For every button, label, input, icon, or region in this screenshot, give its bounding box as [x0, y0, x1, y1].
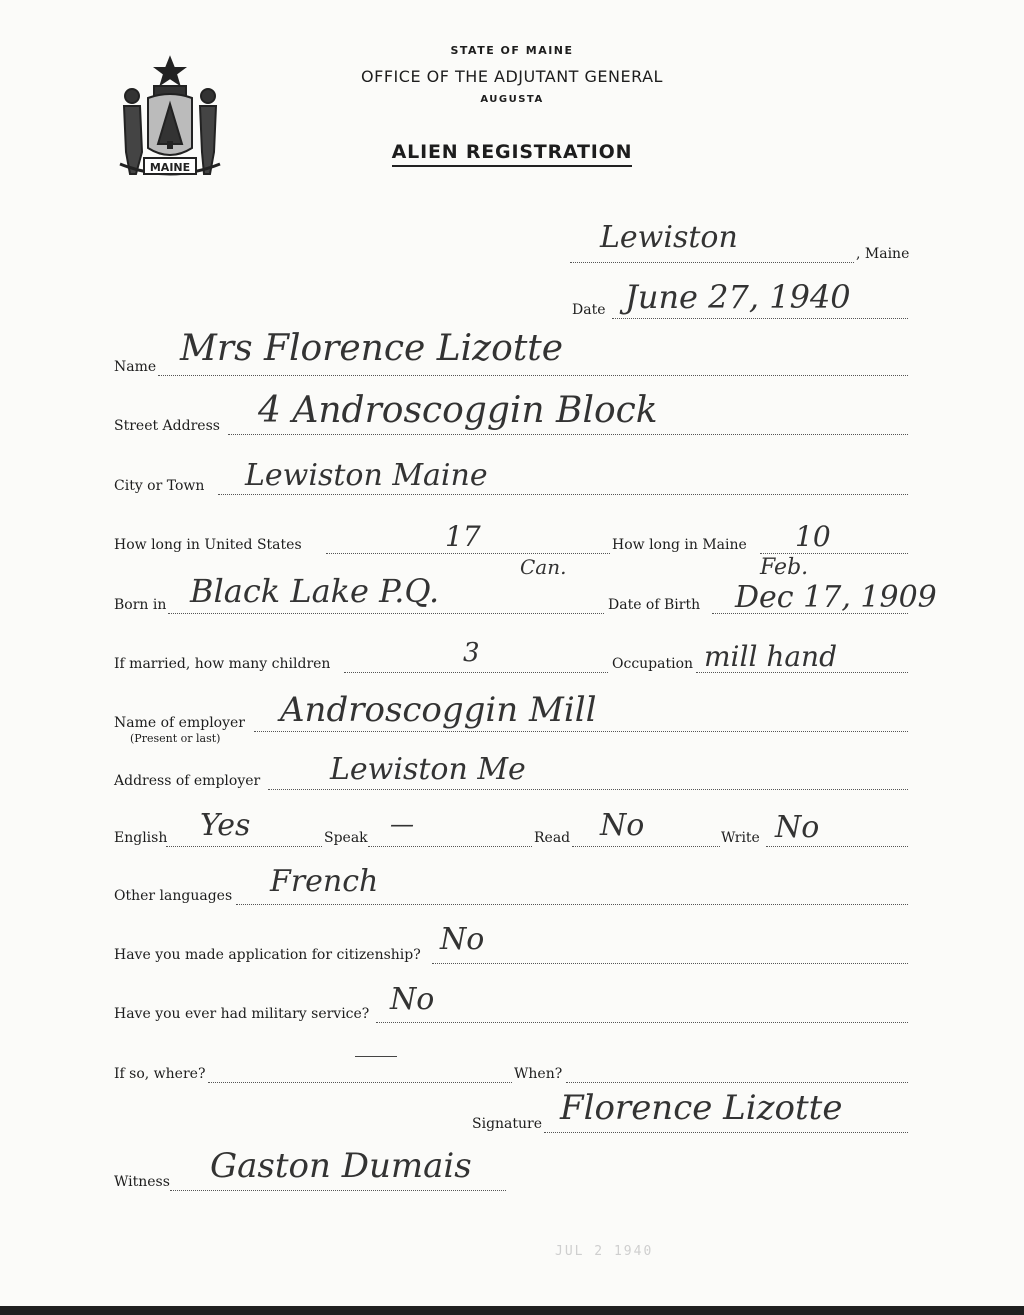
received-stamp: JUL 2 1940: [555, 1244, 654, 1259]
occupation-label: Occupation: [612, 656, 694, 672]
street-value: 4 Androscoggin Block: [258, 390, 658, 431]
speak-line: [368, 846, 532, 847]
employer-address-line: [268, 789, 908, 790]
witness-value: Gaston Dumais: [210, 1146, 472, 1186]
children-line: [344, 672, 608, 673]
state-heading: STATE OF MAINE: [450, 44, 574, 57]
us-duration-value: 17: [445, 520, 481, 553]
born-label: Born in: [114, 597, 167, 613]
maine-duration-value: 10: [795, 520, 831, 553]
employer-address-value: Lewiston Me: [330, 752, 526, 787]
date-value: June 27, 1940: [625, 278, 851, 316]
employer-sublabel: (Present or last): [130, 732, 221, 745]
children-value: 3: [463, 638, 480, 668]
employer-address-label: Address of employer: [114, 773, 261, 789]
witness-label: Witness: [114, 1174, 170, 1190]
where-label: If so, where?: [114, 1066, 206, 1082]
when-line: [566, 1082, 908, 1083]
date-line: [612, 318, 908, 319]
born-note: Can.: [520, 555, 567, 579]
citizenship-value: No: [440, 922, 485, 957]
when-label: When?: [514, 1066, 563, 1082]
street-label: Street Address: [114, 418, 220, 434]
write-line: [766, 846, 908, 847]
city-value: Lewiston Maine: [245, 458, 488, 493]
speak-label: Speak: [324, 830, 368, 846]
maine-duration-label: How long in Maine: [612, 537, 747, 553]
city-line: [218, 494, 908, 495]
write-value: No: [775, 810, 820, 845]
employer-line: [254, 731, 908, 732]
citizenship-line: [432, 963, 908, 964]
born-line: [168, 613, 604, 614]
speak-value: —: [390, 810, 414, 838]
maine-duration-line: [760, 553, 908, 554]
us-duration-line: [326, 553, 610, 554]
form-title: ALIEN REGISTRATION: [0, 141, 1024, 167]
witness-line: [170, 1190, 506, 1191]
employer-value: Androscoggin Mill: [280, 690, 597, 730]
date-label: Date: [572, 302, 606, 318]
name-value: Mrs Florence Lizotte: [180, 328, 564, 369]
town-line: [570, 262, 854, 263]
signature-label: Signature: [472, 1116, 543, 1132]
read-value: No: [600, 808, 645, 843]
english-label: English: [114, 830, 168, 846]
scan-edge: [0, 1306, 1024, 1315]
street-line: [228, 434, 908, 435]
maine-label: , Maine: [856, 246, 910, 262]
city-label: City or Town: [114, 478, 205, 494]
us-duration-label: How long in United States: [114, 537, 302, 553]
signature-value: Florence Lizotte: [560, 1088, 843, 1128]
english-line: [166, 846, 322, 847]
svg-text:MAINE: MAINE: [149, 161, 191, 174]
city-heading: AUGUSTA: [480, 94, 544, 105]
where-dash: [355, 1056, 397, 1057]
read-line: [572, 846, 720, 847]
other-languages-line: [236, 904, 908, 905]
born-value: Black Lake P.Q.: [190, 572, 440, 610]
dob-value: Dec 17, 1909: [735, 580, 937, 615]
other-languages-value: French: [270, 864, 379, 899]
citizenship-label: Have you made application for citizenship?: [114, 947, 421, 963]
name-line: [158, 375, 908, 376]
other-languages-label: Other languages: [114, 888, 233, 904]
military-label: Have you ever had military service?: [114, 1006, 370, 1022]
read-label: Read: [534, 830, 571, 846]
where-line: [208, 1082, 512, 1083]
occupation-value: mill hand: [704, 640, 837, 673]
dob-label: Date of Birth: [608, 597, 701, 613]
town-value: Lewiston: [600, 220, 738, 255]
children-label: If married, how many children: [114, 656, 331, 672]
military-line: [376, 1022, 908, 1023]
name-label: Name: [114, 359, 157, 375]
english-value: Yes: [200, 808, 251, 843]
signature-line: [544, 1132, 908, 1133]
office-heading: OFFICE OF THE ADJUTANT GENERAL: [361, 67, 663, 86]
dob-note: Feb.: [760, 555, 809, 580]
employer-label: Name of employer: [114, 715, 245, 731]
write-label: Write: [721, 830, 760, 846]
military-value: No: [390, 982, 435, 1017]
